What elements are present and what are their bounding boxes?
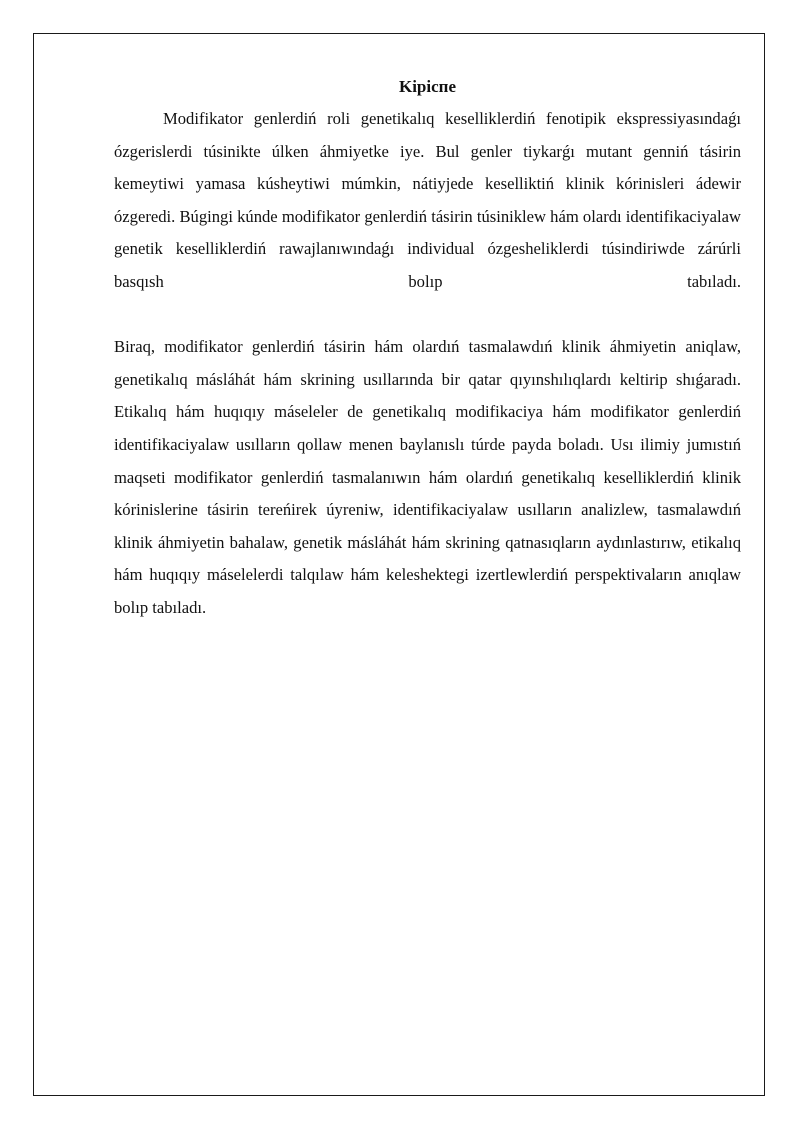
- paragraph-spacer: [114, 299, 741, 332]
- paragraph-intro: Modifikator genlerdiń roli genetikalıq keselliklerdiń fenotipik ekspressiyasındaǵı ózgerislerdi túsinikte úlken áhmiyetke iye. Bul genler tiykarǵı mutant genniń tásirin kemeytiwi yamasa kúsheytiwi múmkin, nátiyjede keselliktiń klinik kórinisleri ádewir ózgeredi. Búgingi kúnde modifikator genlerdiń tásirin túsiniklew hám olardı identifikaciyalaw genetik keselliklerdiń rawajlanıwındaǵı individual ózgesheliklerdi túsindiriwde zárúrli basqısh bolıp tabıladı.: [114, 109, 741, 291]
- document-body: [114, 76, 741, 625]
- document-title: Kipicпe: [398, 77, 456, 96]
- paragraph-objectives: Biraq, modifikator genlerdiń tásirin hám olardıń tasmalawdıń klinik áhmiyetin aniqlaw, genetikalıq másláhát hám skrining usıllarında bir qatar qıyınshılıqlardı keltirip shıǵaradı. Etikalıq hám huqıqıy máseleler de genetikalıq modifikaciya hám modifikator genlerdiń identifikaciyalaw usılların qollaw menen baylanıslı túrde payda boladı. Usı ilimiy jumıstıń maqseti modifikator genlerdiń tasmalanıwın hám olardıń genetikalıq keselliklerdiń klinik kórinislerine tásirin tereńirek úyreniw, identifikaciyalaw usılların analizlew, tasmalawdıń klinik áhmiyetin bahalaw, genetik másláhát hám skrining qatnasıqların aydınlastırıw, etikalıq hám huqıqıy máselelerdi talqılaw hám keleshektegi izertlewlerdiń perspektivaların anıqlaw bolıp tabıladı.: [114, 337, 741, 617]
